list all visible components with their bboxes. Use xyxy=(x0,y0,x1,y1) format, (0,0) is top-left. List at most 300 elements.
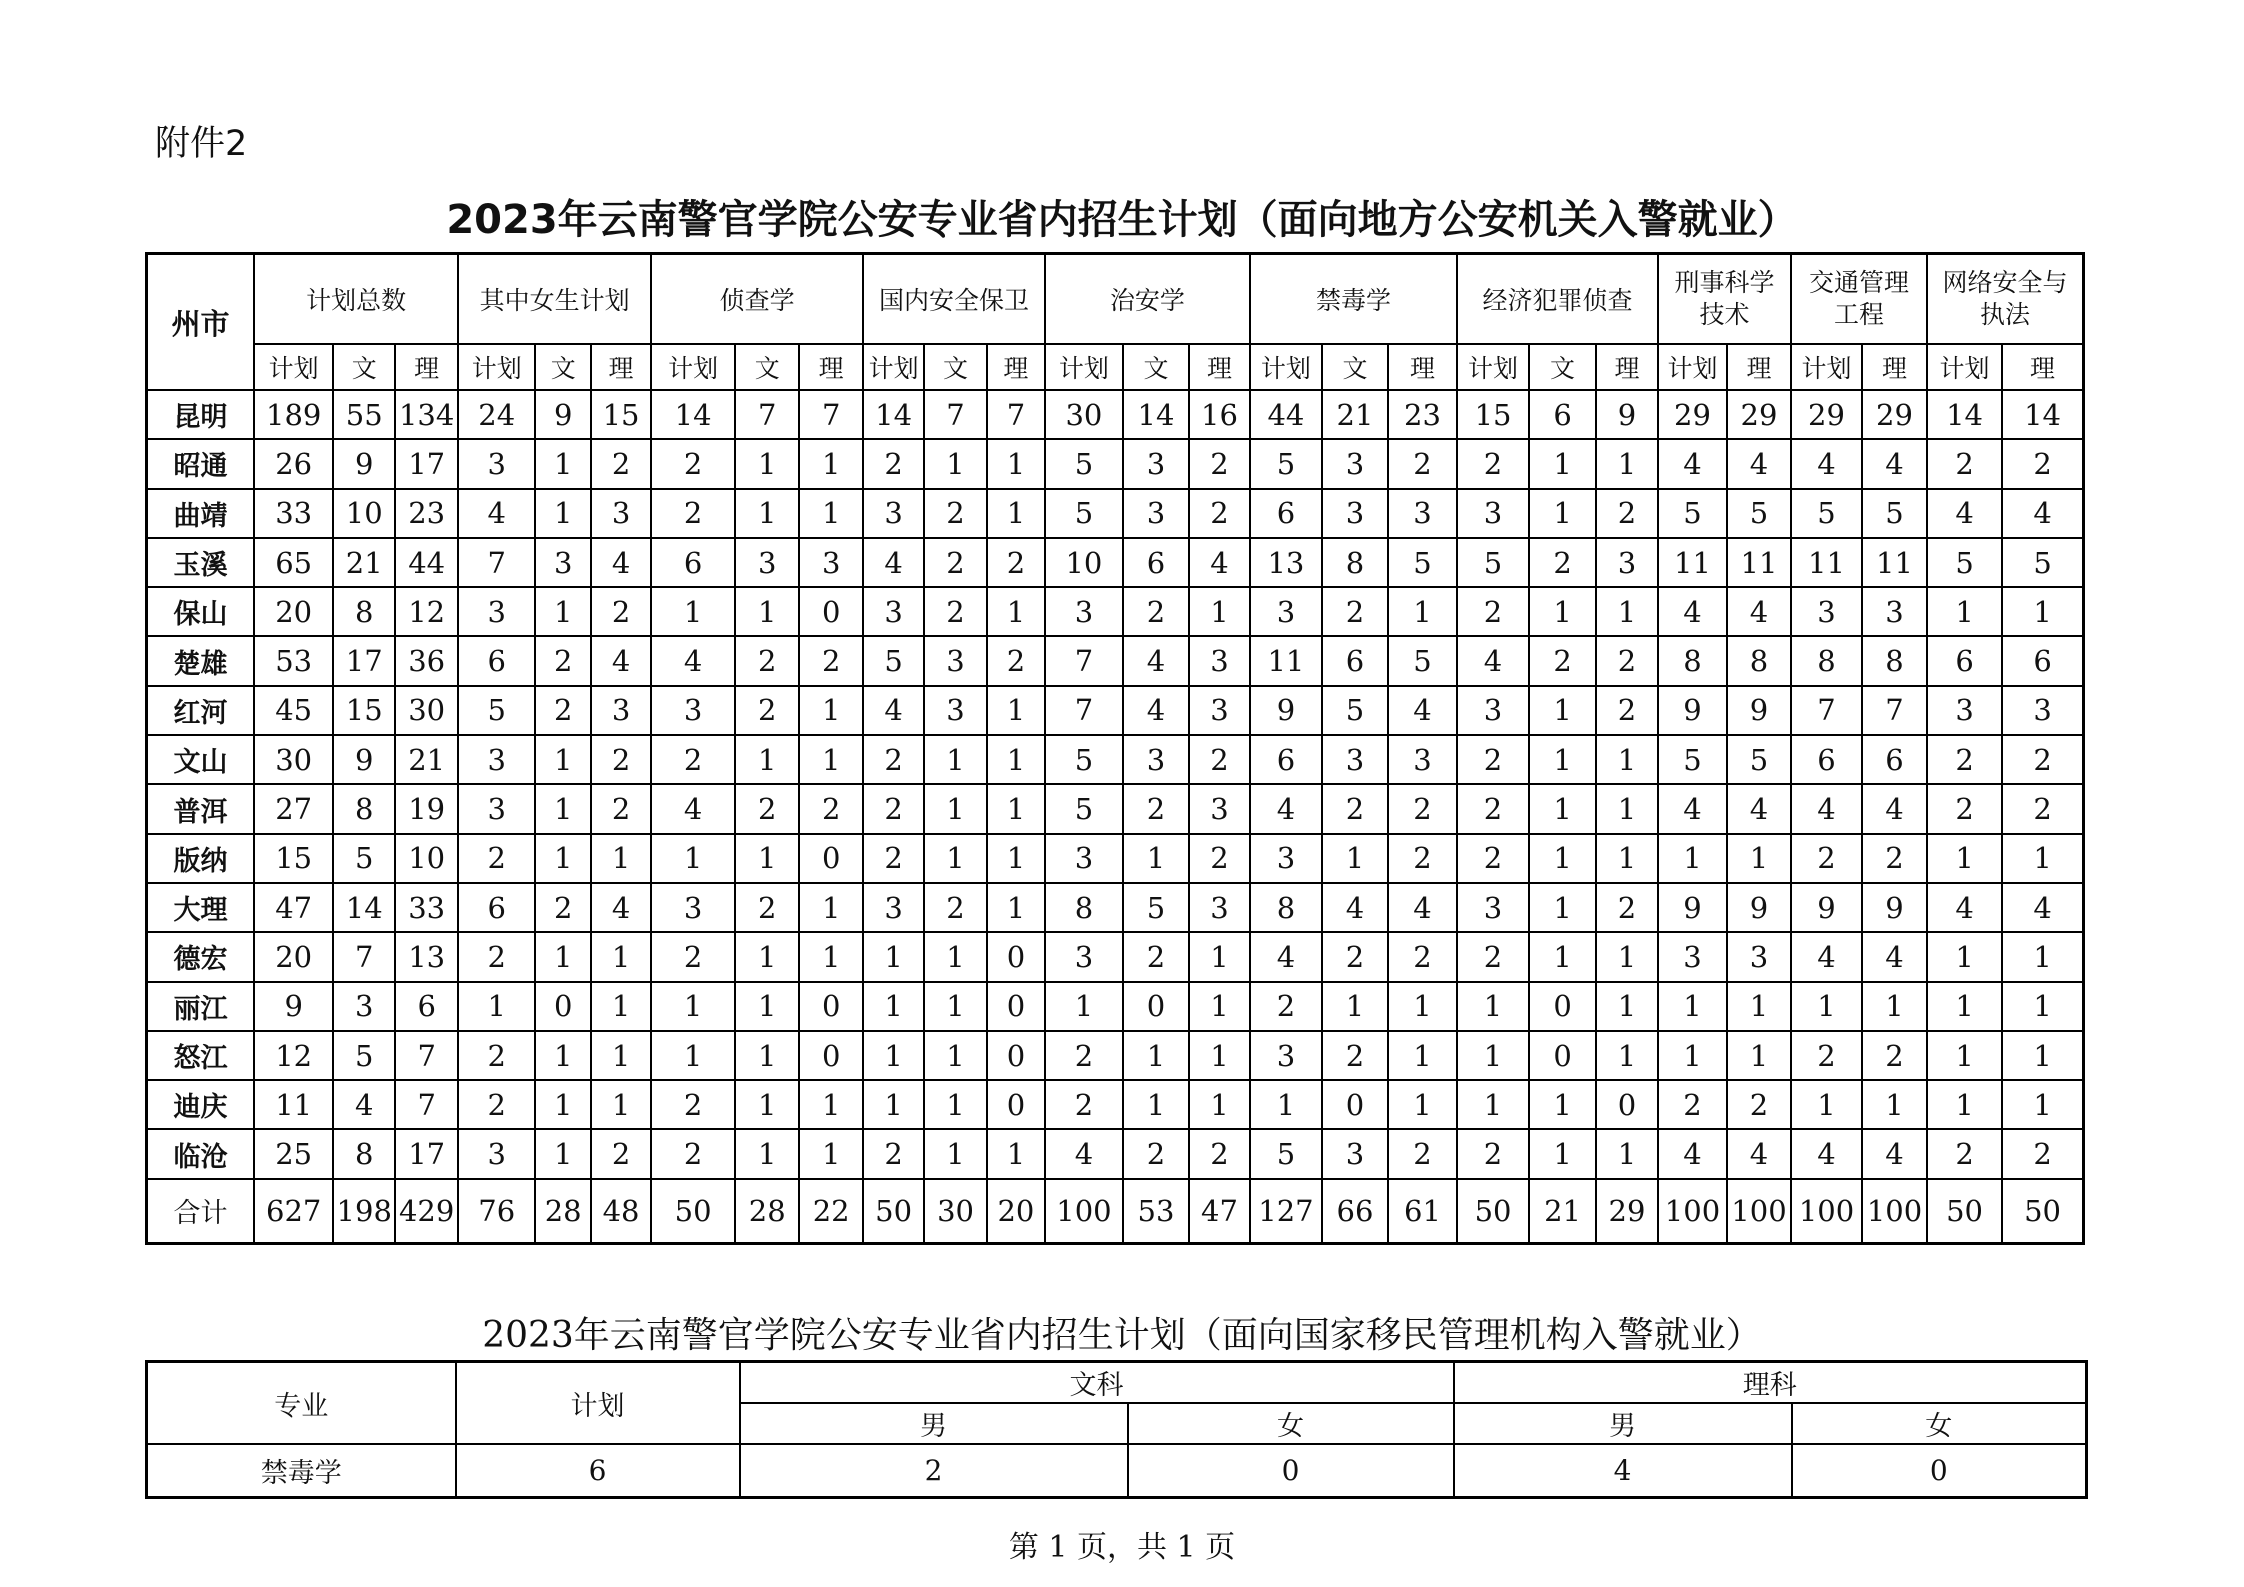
value-cell: 1 xyxy=(1927,932,2002,981)
value-cell: 2 xyxy=(1388,784,1457,833)
value-cell: 5 xyxy=(863,636,924,685)
value-cell: 7 xyxy=(735,390,799,439)
value-cell: 5 xyxy=(1727,735,1791,784)
value-cell: 1 xyxy=(1927,1080,2002,1129)
value-cell: 50 xyxy=(1457,1179,1529,1244)
value-cell: 1 xyxy=(735,932,799,981)
value-cell: 4 xyxy=(1457,636,1529,685)
value-cell: 3 xyxy=(735,538,799,587)
table-row xyxy=(147,1129,2084,1178)
value-cell: 1 xyxy=(1596,735,1658,784)
value-cell: 10 xyxy=(333,489,395,538)
value-cell: 1 xyxy=(1658,834,1727,883)
value-cell: 6 xyxy=(2002,636,2083,685)
header-sub: 计划 xyxy=(1791,344,1862,390)
value-cell: 14 xyxy=(1927,390,2002,439)
value-cell: 1 xyxy=(2002,1080,2083,1129)
value-cell: 33 xyxy=(254,489,333,538)
value-cell: 2 xyxy=(1862,1031,1927,1080)
value-cell: 8 xyxy=(333,587,395,636)
header-sub: 计划 xyxy=(1927,344,2002,390)
value-cell: 4 xyxy=(863,538,924,587)
value-cell: 7 xyxy=(924,390,987,439)
value-cell: 100 xyxy=(1658,1179,1727,1244)
sub-cell-plan: 6 xyxy=(456,1444,740,1498)
value-cell: 3 xyxy=(1123,735,1189,784)
value-cell: 7 xyxy=(1045,636,1123,685)
value-cell: 1 xyxy=(1189,1031,1250,1080)
value-cell: 4 xyxy=(1388,686,1457,735)
value-cell: 2 xyxy=(1596,883,1658,932)
value-cell: 4 xyxy=(1658,1129,1727,1178)
value-cell: 4 xyxy=(458,489,535,538)
value-cell: 9 xyxy=(1658,686,1727,735)
value-cell: 29 xyxy=(1791,390,1862,439)
value-cell: 2 xyxy=(1457,834,1529,883)
value-cell: 2 xyxy=(1927,735,2002,784)
value-cell: 0 xyxy=(799,982,863,1031)
value-cell: 1 xyxy=(1529,587,1596,636)
value-cell: 3 xyxy=(1189,883,1250,932)
value-cell: 3 xyxy=(651,883,735,932)
value-cell: 627 xyxy=(254,1179,333,1244)
value-cell: 1 xyxy=(1727,1031,1791,1080)
sub-table-title: 2023年云南警官学院公安专业省内招生计划（面向国家移民管理机构入警就业） xyxy=(482,1315,1762,1356)
city-cell: 丽江 xyxy=(147,982,255,1031)
value-cell: 4 xyxy=(1189,538,1250,587)
value-cell: 1 xyxy=(799,1129,863,1178)
value-cell: 2 xyxy=(2002,784,2083,833)
value-cell: 2 xyxy=(458,834,535,883)
value-cell: 10 xyxy=(395,834,458,883)
value-cell: 4 xyxy=(1791,784,1862,833)
value-cell: 1 xyxy=(1658,982,1727,1031)
table-row xyxy=(147,390,2084,439)
value-cell: 2 xyxy=(1457,735,1529,784)
value-cell: 4 xyxy=(2002,883,2083,932)
value-cell: 1 xyxy=(2002,1031,2083,1080)
value-cell: 44 xyxy=(395,538,458,587)
value-cell: 1 xyxy=(1388,1080,1457,1129)
value-cell: 21 xyxy=(395,735,458,784)
table-row xyxy=(147,735,2084,784)
city-cell: 保山 xyxy=(147,587,255,636)
value-cell: 1 xyxy=(1189,982,1250,1031)
value-cell: 1 xyxy=(591,982,651,1031)
value-cell: 20 xyxy=(254,932,333,981)
city-cell: 昆明 xyxy=(147,390,255,439)
value-cell: 3 xyxy=(1388,735,1457,784)
value-cell: 4 xyxy=(1045,1129,1123,1178)
value-cell: 5 xyxy=(1658,735,1727,784)
value-cell: 1 xyxy=(924,1031,987,1080)
value-cell: 9 xyxy=(1791,883,1862,932)
value-cell: 4 xyxy=(1388,883,1457,932)
value-cell: 4 xyxy=(1862,1129,1927,1178)
value-cell: 1 xyxy=(987,834,1045,883)
value-cell: 3 xyxy=(458,1129,535,1178)
value-cell: 1 xyxy=(735,834,799,883)
value-cell: 14 xyxy=(863,390,924,439)
value-cell: 4 xyxy=(1250,784,1322,833)
value-cell: 3 xyxy=(535,538,591,587)
value-cell: 0 xyxy=(987,982,1045,1031)
value-cell: 0 xyxy=(987,932,1045,981)
value-cell: 8 xyxy=(1791,636,1862,685)
value-cell: 1 xyxy=(1529,686,1596,735)
value-cell: 1 xyxy=(863,1080,924,1129)
value-cell: 2 xyxy=(924,587,987,636)
value-cell: 4 xyxy=(1927,883,2002,932)
value-cell: 1 xyxy=(1927,834,2002,883)
value-cell: 2 xyxy=(2002,439,2083,488)
value-cell: 50 xyxy=(1927,1179,2002,1244)
value-cell: 15 xyxy=(591,390,651,439)
value-cell: 20 xyxy=(254,587,333,636)
value-cell: 1 xyxy=(1596,834,1658,883)
value-cell: 1 xyxy=(863,982,924,1031)
value-cell: 1 xyxy=(1322,834,1388,883)
value-cell: 6 xyxy=(1791,735,1862,784)
value-cell: 3 xyxy=(924,686,987,735)
value-cell: 7 xyxy=(1791,686,1862,735)
value-cell: 2 xyxy=(1457,587,1529,636)
value-cell: 1 xyxy=(1189,932,1250,981)
value-cell: 3 xyxy=(1927,686,2002,735)
value-cell: 2 xyxy=(863,735,924,784)
value-cell: 1 xyxy=(2002,587,2083,636)
value-cell: 4 xyxy=(591,538,651,587)
value-cell: 1 xyxy=(1727,982,1791,1031)
value-cell: 3 xyxy=(1045,932,1123,981)
value-cell: 76 xyxy=(458,1179,535,1244)
value-cell: 5 xyxy=(1045,489,1123,538)
value-cell: 8 xyxy=(1862,636,1927,685)
value-cell: 2 xyxy=(458,932,535,981)
value-cell: 3 xyxy=(1189,686,1250,735)
value-cell: 3 xyxy=(924,636,987,685)
value-cell: 19 xyxy=(395,784,458,833)
value-cell: 2 xyxy=(799,636,863,685)
header-sub: 理 xyxy=(591,344,651,390)
value-cell: 2 xyxy=(1250,982,1322,1031)
value-cell: 16 xyxy=(1189,390,1250,439)
value-cell: 4 xyxy=(1727,439,1791,488)
page-footer: 第 1 页，共 1 页 xyxy=(1008,1530,1236,1565)
value-cell: 5 xyxy=(1457,538,1529,587)
value-cell: 3 xyxy=(1045,834,1123,883)
value-cell: 1 xyxy=(1529,784,1596,833)
value-cell: 1 xyxy=(799,932,863,981)
value-cell: 1 xyxy=(1388,982,1457,1031)
value-cell: 9 xyxy=(333,735,395,784)
table-row xyxy=(147,982,2084,1031)
value-cell: 1 xyxy=(1862,1080,1927,1129)
value-cell: 2 xyxy=(1189,735,1250,784)
value-cell: 2 xyxy=(591,439,651,488)
city-cell: 玉溪 xyxy=(147,538,255,587)
table-row xyxy=(147,883,2084,932)
value-cell: 1 xyxy=(735,735,799,784)
value-cell: 0 xyxy=(1529,982,1596,1031)
header-sub: 文 xyxy=(333,344,395,390)
header-sub: 文 xyxy=(1529,344,1596,390)
value-cell: 3 xyxy=(591,686,651,735)
value-cell: 1 xyxy=(651,982,735,1031)
value-cell: 4 xyxy=(1862,439,1927,488)
value-cell: 9 xyxy=(1596,390,1658,439)
value-cell: 11 xyxy=(1727,538,1791,587)
city-cell: 红河 xyxy=(147,686,255,735)
header-sub: 计划 xyxy=(1045,344,1123,390)
header-group: 交通管理 工程 xyxy=(1791,254,1927,345)
value-cell: 2 xyxy=(924,538,987,587)
header-group: 经济犯罪侦查 xyxy=(1457,254,1658,345)
value-cell: 3 xyxy=(1457,489,1529,538)
value-cell: 9 xyxy=(254,982,333,1031)
value-cell: 7 xyxy=(1862,686,1927,735)
value-cell: 30 xyxy=(924,1179,987,1244)
value-cell: 1 xyxy=(799,439,863,488)
value-cell: 1 xyxy=(591,834,651,883)
header-sub: 文 xyxy=(735,344,799,390)
value-cell: 4 xyxy=(651,636,735,685)
value-cell: 5 xyxy=(458,686,535,735)
value-cell: 1 xyxy=(1596,784,1658,833)
value-cell: 48 xyxy=(591,1179,651,1244)
value-cell: 12 xyxy=(254,1031,333,1080)
value-cell: 4 xyxy=(1658,439,1727,488)
value-cell: 1 xyxy=(1658,1031,1727,1080)
value-cell: 47 xyxy=(254,883,333,932)
value-cell: 7 xyxy=(333,932,395,981)
value-cell: 2 xyxy=(2002,1129,2083,1178)
value-cell: 6 xyxy=(1250,489,1322,538)
sub-cell-li-male: 4 xyxy=(1454,1444,1792,1498)
value-cell: 23 xyxy=(1388,390,1457,439)
header-sub: 文 xyxy=(535,344,591,390)
value-cell: 4 xyxy=(1862,932,1927,981)
value-cell: 1 xyxy=(535,489,591,538)
header-sub: 计划 xyxy=(863,344,924,390)
value-cell: 1 xyxy=(987,439,1045,488)
value-cell: 1 xyxy=(987,784,1045,833)
value-cell: 1 xyxy=(1862,982,1927,1031)
value-cell: 24 xyxy=(458,390,535,439)
value-cell: 0 xyxy=(987,1031,1045,1080)
value-cell: 50 xyxy=(863,1179,924,1244)
value-cell: 2 xyxy=(1457,439,1529,488)
value-cell: 27 xyxy=(254,784,333,833)
value-cell: 4 xyxy=(1123,686,1189,735)
sub-cell-wen-female: 0 xyxy=(1128,1444,1454,1498)
value-cell: 3 xyxy=(1322,489,1388,538)
sub-header-wen: 文科 xyxy=(740,1362,1454,1404)
main-table-title: 2023年云南警官学院公安专业省内招生计划（面向地方公安机关入警就业） xyxy=(446,197,1798,243)
value-cell: 3 xyxy=(1596,538,1658,587)
value-cell: 61 xyxy=(1388,1179,1457,1244)
value-cell: 6 xyxy=(395,982,458,1031)
value-cell: 1 xyxy=(1596,439,1658,488)
value-cell: 2 xyxy=(1457,1129,1529,1178)
value-cell: 4 xyxy=(1862,784,1927,833)
value-cell: 3 xyxy=(1862,587,1927,636)
value-cell: 2 xyxy=(1045,1031,1123,1080)
value-cell: 30 xyxy=(395,686,458,735)
value-cell: 1 xyxy=(1596,1031,1658,1080)
sub-header-li-female: 女 xyxy=(1792,1403,2087,1444)
value-cell: 55 xyxy=(333,390,395,439)
value-cell: 3 xyxy=(458,439,535,488)
value-cell: 0 xyxy=(799,834,863,883)
table-row xyxy=(147,1080,2084,1129)
value-cell: 1 xyxy=(1529,932,1596,981)
value-cell: 28 xyxy=(535,1179,591,1244)
value-cell: 5 xyxy=(1791,489,1862,538)
table-row xyxy=(147,489,2084,538)
value-cell: 1 xyxy=(1045,982,1123,1031)
value-cell: 53 xyxy=(1123,1179,1189,1244)
value-cell: 14 xyxy=(333,883,395,932)
value-cell: 1 xyxy=(987,686,1045,735)
value-cell: 7 xyxy=(395,1080,458,1129)
value-cell: 36 xyxy=(395,636,458,685)
value-cell: 189 xyxy=(254,390,333,439)
value-cell: 1 xyxy=(535,1031,591,1080)
value-cell: 1 xyxy=(1529,1080,1596,1129)
value-cell: 14 xyxy=(2002,390,2083,439)
value-cell: 1 xyxy=(735,1129,799,1178)
value-cell: 2 xyxy=(735,784,799,833)
header-sub: 文 xyxy=(924,344,987,390)
value-cell: 0 xyxy=(1529,1031,1596,1080)
value-cell: 25 xyxy=(254,1129,333,1178)
value-cell: 1 xyxy=(735,982,799,1031)
table-row xyxy=(147,439,2084,488)
value-cell: 2 xyxy=(1791,834,1862,883)
city-cell: 迪庆 xyxy=(147,1080,255,1129)
value-cell: 6 xyxy=(458,883,535,932)
city-cell: 普洱 xyxy=(147,784,255,833)
value-cell: 3 xyxy=(863,587,924,636)
value-cell: 1 xyxy=(924,1129,987,1178)
value-cell: 8 xyxy=(1727,636,1791,685)
value-cell: 2 xyxy=(1727,1080,1791,1129)
value-cell: 6 xyxy=(1250,735,1322,784)
city-cell: 临沧 xyxy=(147,1129,255,1178)
value-cell: 1 xyxy=(987,587,1045,636)
value-cell: 2 xyxy=(651,932,735,981)
value-cell: 1 xyxy=(799,883,863,932)
value-cell: 0 xyxy=(799,1031,863,1080)
value-cell: 0 xyxy=(987,1080,1045,1129)
value-cell: 14 xyxy=(1123,390,1189,439)
value-cell: 17 xyxy=(395,439,458,488)
value-cell: 4 xyxy=(1123,636,1189,685)
table-row xyxy=(147,538,2084,587)
header-sub: 计划 xyxy=(1658,344,1727,390)
value-cell: 1 xyxy=(735,587,799,636)
value-cell: 2 xyxy=(1927,439,2002,488)
value-cell: 1 xyxy=(1927,1031,2002,1080)
value-cell: 30 xyxy=(254,735,333,784)
value-cell: 6 xyxy=(458,636,535,685)
value-cell: 3 xyxy=(1457,883,1529,932)
value-cell: 3 xyxy=(591,489,651,538)
header-sub: 理 xyxy=(1596,344,1658,390)
value-cell: 4 xyxy=(1727,784,1791,833)
value-cell: 4 xyxy=(2002,489,2083,538)
value-cell: 2 xyxy=(1862,834,1927,883)
value-cell: 4 xyxy=(1727,587,1791,636)
header-sub: 理 xyxy=(1727,344,1791,390)
value-cell: 5 xyxy=(1862,489,1927,538)
value-cell: 1 xyxy=(1791,982,1862,1031)
value-cell: 2 xyxy=(735,636,799,685)
value-cell: 8 xyxy=(333,784,395,833)
value-cell: 198 xyxy=(333,1179,395,1244)
value-cell: 1 xyxy=(1596,982,1658,1031)
city-cell: 大理 xyxy=(147,883,255,932)
value-cell: 4 xyxy=(863,686,924,735)
value-cell: 1 xyxy=(458,982,535,1031)
value-cell: 8 xyxy=(1250,883,1322,932)
value-cell: 1 xyxy=(799,686,863,735)
value-cell: 5 xyxy=(1123,883,1189,932)
value-cell: 3 xyxy=(1791,587,1862,636)
value-cell: 28 xyxy=(735,1179,799,1244)
value-cell: 44 xyxy=(1250,390,1322,439)
value-cell: 3 xyxy=(458,735,535,784)
value-cell: 1 xyxy=(1189,587,1250,636)
value-cell: 1 xyxy=(1457,1031,1529,1080)
sub-cell-wen-male: 2 xyxy=(740,1444,1128,1498)
value-cell: 1 xyxy=(924,982,987,1031)
value-cell: 9 xyxy=(1862,883,1927,932)
value-cell: 66 xyxy=(1322,1179,1388,1244)
value-cell: 2 xyxy=(1388,834,1457,883)
city-cell: 合计 xyxy=(147,1179,255,1244)
value-cell: 1 xyxy=(535,1129,591,1178)
value-cell: 2 xyxy=(591,1129,651,1178)
value-cell: 1 xyxy=(1250,1080,1322,1129)
value-cell: 1 xyxy=(651,587,735,636)
value-cell: 1 xyxy=(924,735,987,784)
value-cell: 5 xyxy=(333,1031,395,1080)
value-cell: 4 xyxy=(1791,932,1862,981)
value-cell: 2 xyxy=(924,883,987,932)
value-cell: 5 xyxy=(1388,538,1457,587)
value-cell: 11 xyxy=(1250,636,1322,685)
value-cell: 5 xyxy=(333,834,395,883)
value-cell: 1 xyxy=(1927,982,2002,1031)
value-cell: 429 xyxy=(395,1179,458,1244)
value-cell: 1 xyxy=(1727,834,1791,883)
value-cell: 1 xyxy=(1529,883,1596,932)
city-cell: 文山 xyxy=(147,735,255,784)
value-cell: 1 xyxy=(1596,1129,1658,1178)
value-cell: 2 xyxy=(1322,587,1388,636)
value-cell: 1 xyxy=(863,932,924,981)
value-cell: 3 xyxy=(1322,735,1388,784)
table-row xyxy=(147,1031,2084,1080)
value-cell: 2 xyxy=(1322,932,1388,981)
value-cell: 2 xyxy=(2002,735,2083,784)
value-cell: 0 xyxy=(799,587,863,636)
value-cell: 9 xyxy=(1727,686,1791,735)
value-cell: 29 xyxy=(1862,390,1927,439)
value-cell: 22 xyxy=(799,1179,863,1244)
